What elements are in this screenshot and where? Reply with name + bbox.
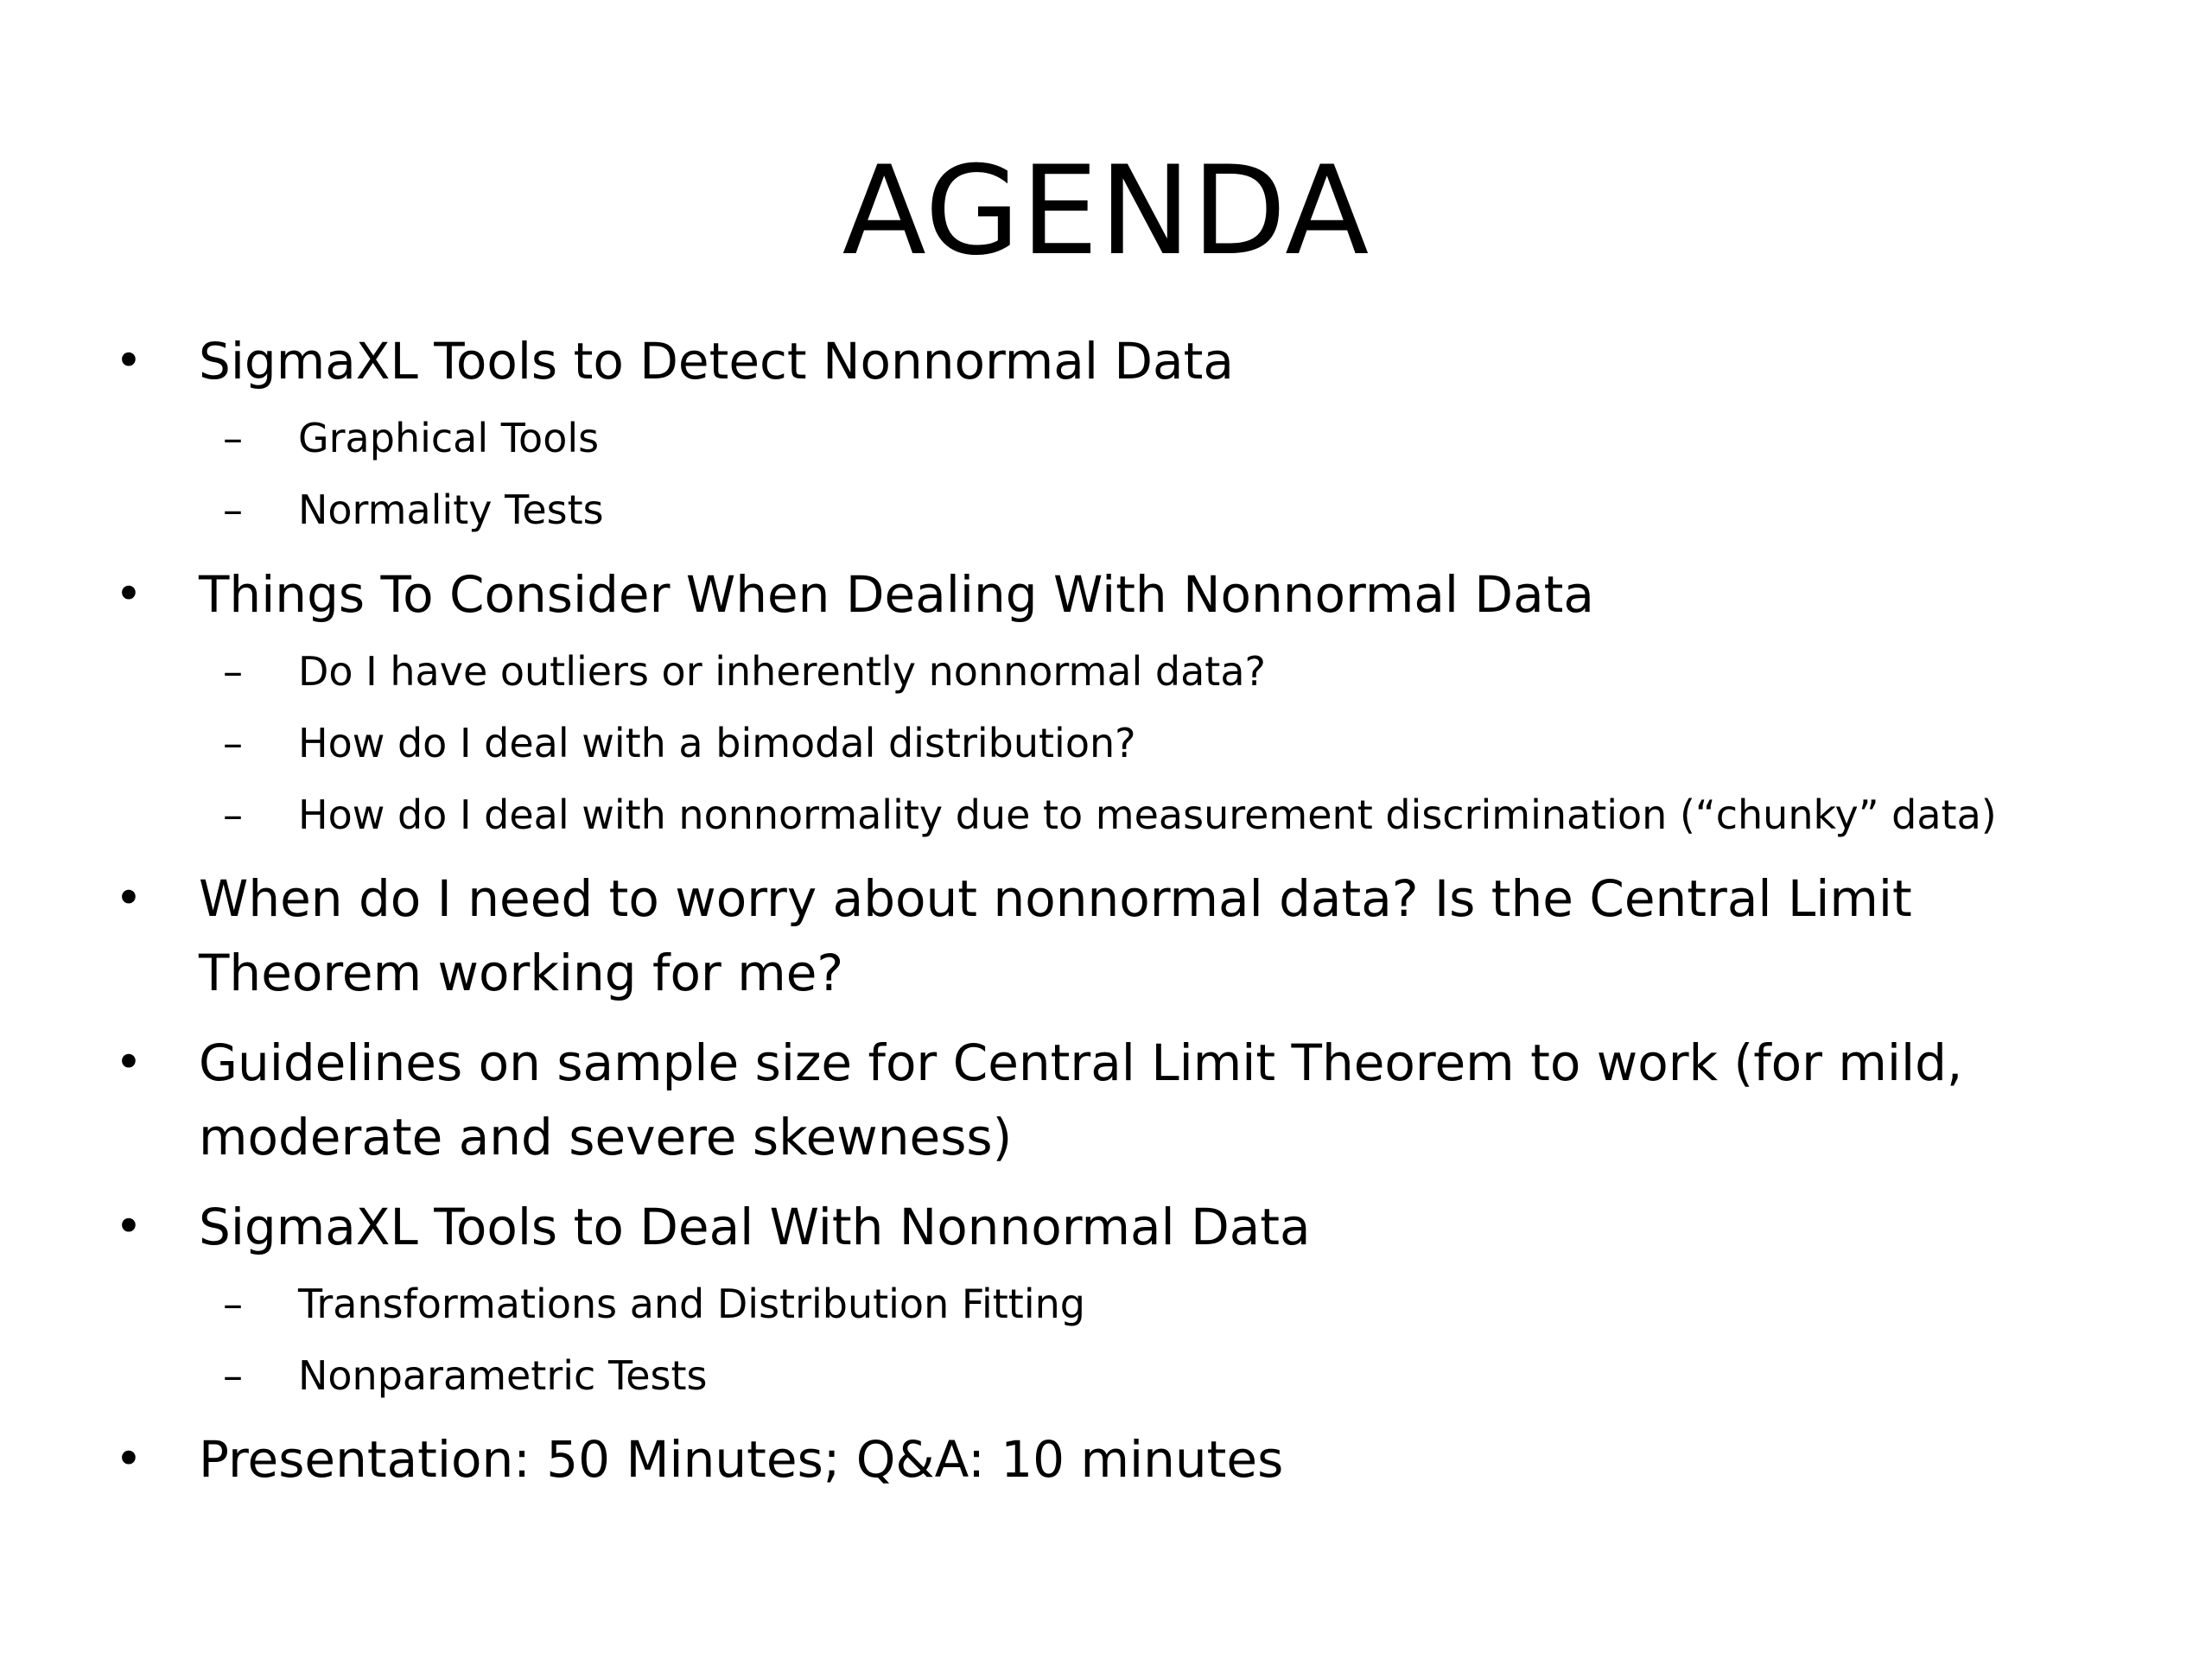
sub-marker: – <box>223 1352 243 1399</box>
agenda-subitem-text: Graphical Tools <box>298 415 600 461</box>
agenda-item-text: Things To Consider When Dealing With Nonnormal Data <box>199 565 1594 624</box>
bullet-marker: • <box>115 871 143 925</box>
agenda-item-text: SigmaXL Tools to Detect Nonnormal Data <box>199 332 1234 391</box>
agenda-item-text: Guidelines on sample size for Central Limit Theorem to work (for mild, <box>199 1033 1963 1092</box>
agenda-subitem-text: Do I have outliers or inherently nonnormal data? <box>298 648 1266 695</box>
bullet-marker: • <box>115 1432 143 1486</box>
agenda-subitem-text: Normality Tests <box>298 486 604 533</box>
sub-marker: – <box>223 648 243 695</box>
agenda-subitem-text: How do I deal with a bimodal distribution? <box>298 720 1136 766</box>
sub-marker: – <box>223 415 243 461</box>
agenda-item-text: Presentation: 50 Minutes; Q&A: 10 minutes <box>199 1430 1284 1489</box>
sub-marker: – <box>223 486 243 533</box>
agenda-item-text: SigmaXL Tools to Deal With Nonnormal Data <box>199 1198 1311 1256</box>
slide-title: AGENDA <box>842 140 1370 283</box>
sub-marker: – <box>223 791 243 838</box>
agenda-item-text: moderate and severe skewness) <box>199 1108 1013 1166</box>
sub-marker: – <box>223 1281 243 1327</box>
bullet-marker: • <box>115 334 143 388</box>
agenda-item-text: Theorem working for me? <box>199 944 844 1002</box>
agenda-subitem-text: Nonparametric Tests <box>298 1352 708 1399</box>
bullet-marker: • <box>115 1035 143 1090</box>
bullet-marker: • <box>115 1199 143 1254</box>
agenda-item-text: When do I need to worry about nonnormal data? Is the Central Limit <box>199 869 1912 928</box>
sub-marker: – <box>223 720 243 766</box>
agenda-subitem-text: How do I deal with nonnormality due to measurement discrimination (“chunky” data) <box>298 791 1997 838</box>
agenda-subitem-text: Transformations and Distribution Fitting <box>298 1281 1085 1327</box>
bullet-marker: • <box>115 567 143 621</box>
